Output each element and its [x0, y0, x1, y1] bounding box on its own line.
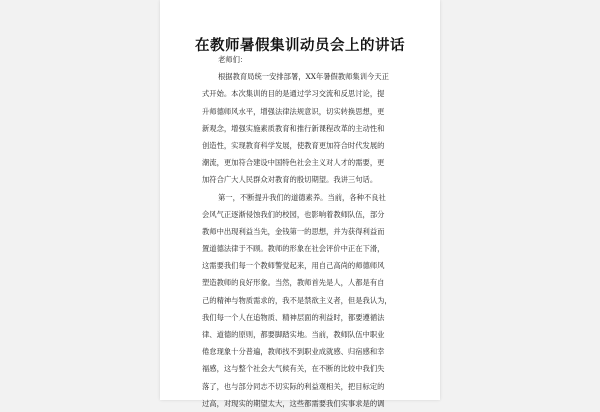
paragraph-line: 新观念，增强实施素质教育和推行新课程改革的主动性和 [202, 123, 385, 133]
paragraph-line: 这需要我们每一个教师警觉起来，用自己高尚的师德师风 [202, 261, 385, 271]
paragraph-line: 根据教育局统一安排部署，XX年暑假教师集训今天正 [218, 72, 389, 82]
paragraph-line: 倦怠现象十分普遍，教师找不到职业成就感、归宿感和幸 [202, 347, 385, 357]
paragraph-line: 律、道德的原则，都要脚踏实地。当前，教师队伍中职业 [202, 330, 385, 339]
paragraph-line: 落了，也与部分同志不切实际的利益观相关，把目标定的 [202, 381, 385, 391]
paragraph-line: 教师中出现利益当先，金钱第一的思想，并为获得利益而 [202, 226, 385, 236]
paragraph-line: 过高，对现实的期望太大，这些都需要我们实事求是的调 [202, 398, 385, 408]
paragraph-line: 升师德师风水平，增强法律法规意识，切实转换思想，更 [202, 106, 385, 116]
paragraph-line: 式开始。本次集训的目的是通过学习交流和反思讨论，提 [202, 89, 385, 99]
document-title: 在教师暑假集训动员会上的讲话 [195, 37, 405, 54]
paragraph-line: 福感，这与整个社会大气候有关，在不断的比较中我们失 [202, 364, 385, 374]
paragraph-line: 第一，不断提升我们的道德素养。当前，各种不良社 [218, 192, 386, 202]
paragraph-line: 加符合广大人民群众对教育的殷切期望。我讲三句话。 [202, 175, 378, 185]
paragraph-line: 置道德法律于不顾。教师的形象在社会评价中正在下滑， [202, 244, 385, 254]
paragraph-line: 潮流，更加符合建设中国特色社会主义对人才的需要，更 [202, 158, 385, 168]
document-body [202, 51, 416, 412]
paragraph-line: 会风气正逐渐侵蚀我们的校园，也影响着教师队伍，部分 [202, 209, 385, 219]
paragraph-line: 塑造教师的良好形象。当然，教师首先是人，人都是有自 [202, 278, 385, 288]
document-page [160, 0, 440, 408]
paragraph-line: 创造性，实现教育科学发展，使教育更加符合时代发展的 [202, 140, 385, 150]
paragraph-line: 我们每一个人在追物质、精神层面的利益时，都要遵循法 [202, 312, 385, 322]
salutation: 老师们： [218, 55, 248, 64]
paragraph-line: 己的精神与物质需求的，我不是禁欲主义者，但是我认为， [202, 295, 392, 305]
